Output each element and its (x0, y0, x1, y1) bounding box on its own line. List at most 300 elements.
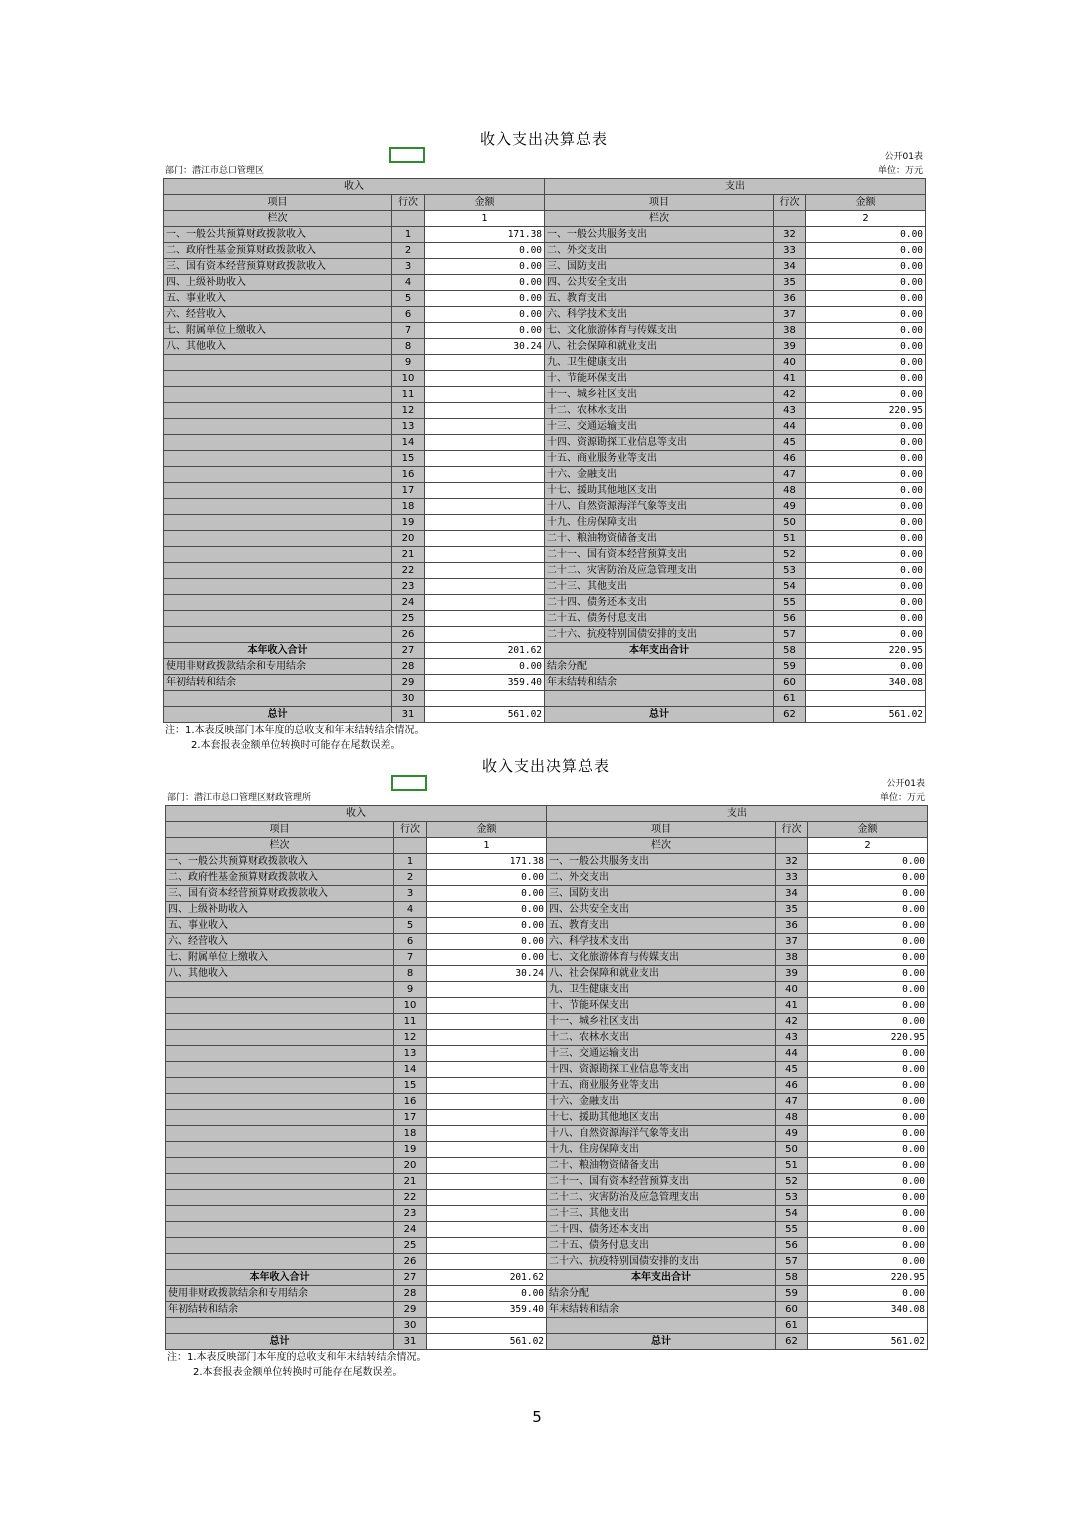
expense-amount[interactable]: 0.00 (808, 1222, 928, 1238)
income-amount[interactable] (427, 1174, 547, 1190)
income-item[interactable] (164, 467, 392, 483)
income-line-no[interactable]: 8 (392, 339, 425, 355)
income-item[interactable] (164, 563, 392, 579)
income-line-no[interactable]: 7 (394, 950, 427, 966)
income-amount[interactable] (427, 1238, 547, 1254)
expense-item[interactable]: 十三、交通运输支出 (545, 419, 774, 435)
income-line-no[interactable]: 12 (394, 1030, 427, 1046)
income-amount[interactable] (427, 1094, 547, 1110)
expense-amount[interactable]: 0.00 (806, 387, 926, 403)
expense-line-no[interactable]: 33 (776, 870, 808, 886)
income-line-no[interactable]: 25 (392, 611, 425, 627)
income-item[interactable] (166, 998, 394, 1014)
expense-item[interactable]: 二十四、债务还本支出 (547, 1222, 776, 1238)
expense-item[interactable]: 十八、自然资源海洋气象等支出 (547, 1126, 776, 1142)
expense-item[interactable]: 十九、住房保障支出 (545, 515, 774, 531)
expense-line-no[interactable]: 48 (776, 1110, 808, 1126)
expense-item[interactable]: 十八、自然资源海洋气象等支出 (545, 499, 774, 515)
expense-item[interactable]: 二十三、其他支出 (545, 579, 774, 595)
income-amount[interactable]: 0.00 (425, 243, 545, 259)
expense-line-no[interactable]: 42 (776, 1014, 808, 1030)
income-amount[interactable] (427, 1254, 547, 1270)
income-item[interactable] (164, 371, 392, 387)
income-amount[interactable]: 0.00 (425, 307, 545, 323)
income-amount[interactable]: 171.38 (427, 854, 547, 870)
income-line-no[interactable]: 13 (392, 419, 425, 435)
expense-item[interactable]: 十五、商业服务业等支出 (547, 1078, 776, 1094)
income-item[interactable] (166, 1206, 394, 1222)
income-line-no[interactable]: 18 (392, 499, 425, 515)
income-line-no[interactable]: 13 (394, 1046, 427, 1062)
income-line-no[interactable]: 26 (392, 627, 425, 643)
income-item[interactable] (164, 595, 392, 611)
expense-amount[interactable]: 0.00 (808, 1254, 928, 1270)
expense-amount[interactable]: 0.00 (808, 998, 928, 1014)
income-amount[interactable]: 30.24 (427, 966, 547, 982)
income-line-no[interactable]: 18 (394, 1126, 427, 1142)
income-line-no[interactable]: 19 (394, 1142, 427, 1158)
expense-line-no[interactable]: 34 (776, 886, 808, 902)
expense-amount[interactable]: 561.02 (808, 1334, 928, 1350)
expense-line-no[interactable]: 42 (774, 387, 806, 403)
expense-item[interactable]: 年末结转和结余 (547, 1302, 776, 1318)
expense-item[interactable]: 四、公共安全支出 (545, 275, 774, 291)
expense-amount[interactable]: 0.00 (806, 435, 926, 451)
income-item[interactable] (166, 1174, 394, 1190)
expense-item[interactable]: 十六、金融支出 (545, 467, 774, 483)
expense-amount[interactable]: 220.95 (808, 1270, 928, 1286)
income-item[interactable]: 八、其他收入 (164, 339, 392, 355)
expense-item[interactable]: 十四、资源勘探工业信息等支出 (545, 435, 774, 451)
income-line-no[interactable]: 23 (394, 1206, 427, 1222)
expense-item[interactable]: 五、教育支出 (547, 918, 776, 934)
income-amount[interactable] (427, 1062, 547, 1078)
expense-item[interactable]: 十三、交通运输支出 (547, 1046, 776, 1062)
expense-amount[interactable] (806, 691, 926, 707)
income-line-no[interactable]: 11 (392, 387, 425, 403)
income-item[interactable] (164, 419, 392, 435)
income-amount[interactable] (425, 531, 545, 547)
income-amount[interactable]: 561.02 (427, 1334, 547, 1350)
expense-item[interactable]: 二十六、抗疫特别国债安排的支出 (545, 627, 774, 643)
expense-amount[interactable]: 0.00 (808, 1078, 928, 1094)
expense-amount[interactable]: 0.00 (806, 291, 926, 307)
income-line-no[interactable]: 10 (392, 371, 425, 387)
expense-line-no[interactable]: 50 (774, 515, 806, 531)
expense-item[interactable]: 四、公共安全支出 (547, 902, 776, 918)
expense-item[interactable]: 十五、商业服务业等支出 (545, 451, 774, 467)
income-item[interactable] (166, 1030, 394, 1046)
expense-item[interactable] (545, 691, 774, 707)
income-item[interactable]: 年初结转和结余 (166, 1302, 394, 1318)
income-amount[interactable] (427, 1158, 547, 1174)
expense-item[interactable]: 一、一般公共服务支出 (547, 854, 776, 870)
income-line-no[interactable]: 3 (394, 886, 427, 902)
expense-line-no[interactable]: 56 (774, 611, 806, 627)
income-item[interactable]: 五、事业收入 (164, 291, 392, 307)
expense-amount[interactable]: 0.00 (806, 339, 926, 355)
income-line-no[interactable]: 27 (394, 1270, 427, 1286)
income-amount[interactable] (427, 982, 547, 998)
income-item[interactable] (164, 435, 392, 451)
expense-item[interactable] (547, 1318, 776, 1334)
income-item[interactable]: 三、国有资本经营预算财政拨款收入 (166, 886, 394, 902)
income-item[interactable] (164, 355, 392, 371)
expense-item[interactable]: 结余分配 (545, 659, 774, 675)
income-item[interactable] (166, 1078, 394, 1094)
income-line-no[interactable]: 22 (394, 1190, 427, 1206)
expense-amount[interactable]: 0.00 (806, 243, 926, 259)
expense-line-no[interactable]: 59 (776, 1286, 808, 1302)
expense-line-no[interactable]: 41 (776, 998, 808, 1014)
income-item[interactable] (166, 1190, 394, 1206)
income-item[interactable]: 七、附属单位上缴收入 (164, 323, 392, 339)
expense-item[interactable]: 五、教育支出 (545, 291, 774, 307)
income-amount[interactable]: 0.00 (427, 886, 547, 902)
income-item[interactable] (166, 1046, 394, 1062)
expense-line-no[interactable]: 52 (774, 547, 806, 563)
income-amount[interactable] (427, 1126, 547, 1142)
income-line-no[interactable]: 8 (394, 966, 427, 982)
income-item[interactable]: 四、上级补助收入 (166, 902, 394, 918)
expense-amount[interactable]: 220.95 (806, 643, 926, 659)
income-line-no[interactable]: 20 (392, 531, 425, 547)
income-line-no[interactable]: 5 (394, 918, 427, 934)
income-amount[interactable]: 0.00 (425, 659, 545, 675)
expense-item[interactable]: 二、外交支出 (545, 243, 774, 259)
income-amount[interactable] (427, 1190, 547, 1206)
expense-line-no[interactable]: 49 (776, 1126, 808, 1142)
income-amount[interactable]: 0.00 (425, 291, 545, 307)
expense-item[interactable]: 十二、农林水支出 (547, 1030, 776, 1046)
expense-amount[interactable]: 0.00 (806, 451, 926, 467)
expense-item[interactable]: 三、国防支出 (547, 886, 776, 902)
income-item[interactable]: 年初结转和结余 (164, 675, 392, 691)
income-line-no[interactable]: 17 (392, 483, 425, 499)
income-line-no[interactable]: 3 (392, 259, 425, 275)
expense-line-no[interactable]: 38 (776, 950, 808, 966)
income-line-no[interactable]: 6 (392, 307, 425, 323)
expense-item[interactable]: 二十、粮油物资储备支出 (545, 531, 774, 547)
expense-amount[interactable]: 0.00 (808, 1126, 928, 1142)
income-line-no[interactable]: 2 (392, 243, 425, 259)
expense-item[interactable]: 十、节能环保支出 (545, 371, 774, 387)
expense-amount[interactable]: 0.00 (806, 467, 926, 483)
income-line-no[interactable]: 14 (394, 1062, 427, 1078)
income-amount[interactable]: 359.40 (425, 675, 545, 691)
expense-amount[interactable]: 0.00 (808, 886, 928, 902)
income-item[interactable] (164, 387, 392, 403)
income-line-no[interactable]: 9 (394, 982, 427, 998)
income-item[interactable]: 一、一般公共预算财政拨款收入 (166, 854, 394, 870)
income-item[interactable] (164, 515, 392, 531)
expense-line-no[interactable]: 61 (776, 1318, 808, 1334)
expense-line-no[interactable]: 32 (776, 854, 808, 870)
income-line-no[interactable]: 11 (394, 1014, 427, 1030)
expense-item[interactable]: 本年支出合计 (545, 643, 774, 659)
expense-amount[interactable]: 0.00 (808, 1110, 928, 1126)
income-item[interactable] (164, 691, 392, 707)
income-amount[interactable] (425, 627, 545, 643)
expense-amount[interactable]: 0.00 (806, 227, 926, 243)
expense-amount[interactable] (808, 1318, 928, 1334)
expense-line-no[interactable]: 35 (774, 275, 806, 291)
expense-item[interactable]: 十一、城乡社区支出 (547, 1014, 776, 1030)
income-line-no[interactable]: 10 (394, 998, 427, 1014)
expense-amount[interactable]: 0.00 (808, 950, 928, 966)
expense-item[interactable]: 十九、住房保障支出 (547, 1142, 776, 1158)
expense-line-no[interactable]: 58 (776, 1270, 808, 1286)
income-item[interactable]: 使用非财政拨款结余和专用结余 (166, 1286, 394, 1302)
expense-item[interactable]: 七、文化旅游体育与传媒支出 (545, 323, 774, 339)
expense-line-no[interactable]: 59 (774, 659, 806, 675)
income-item[interactable] (166, 1062, 394, 1078)
expense-line-no[interactable]: 54 (774, 579, 806, 595)
expense-line-no[interactable]: 57 (774, 627, 806, 643)
income-amount[interactable]: 0.00 (425, 323, 545, 339)
expense-line-no[interactable]: 46 (776, 1078, 808, 1094)
expense-line-no[interactable]: 61 (774, 691, 806, 707)
income-amount[interactable] (427, 1014, 547, 1030)
income-amount[interactable] (425, 435, 545, 451)
income-line-no[interactable]: 2 (394, 870, 427, 886)
expense-amount[interactable]: 0.00 (806, 531, 926, 547)
expense-item[interactable]: 九、卫生健康支出 (545, 355, 774, 371)
income-item[interactable] (164, 499, 392, 515)
expense-line-no[interactable]: 51 (774, 531, 806, 547)
expense-line-no[interactable]: 38 (774, 323, 806, 339)
income-amount[interactable]: 0.00 (427, 870, 547, 886)
expense-amount[interactable]: 0.00 (806, 515, 926, 531)
expense-line-no[interactable]: 51 (776, 1158, 808, 1174)
income-line-no[interactable]: 24 (394, 1222, 427, 1238)
expense-line-no[interactable]: 60 (776, 1302, 808, 1318)
expense-item[interactable]: 二十二、灾害防治及应急管理支出 (545, 563, 774, 579)
expense-amount[interactable]: 0.00 (806, 259, 926, 275)
income-line-no[interactable]: 28 (392, 659, 425, 675)
income-amount[interactable] (425, 579, 545, 595)
expense-line-no[interactable]: 47 (776, 1094, 808, 1110)
expense-item[interactable]: 二十、粮油物资储备支出 (547, 1158, 776, 1174)
income-line-no[interactable]: 31 (392, 707, 425, 723)
expense-line-no[interactable]: 58 (774, 643, 806, 659)
income-item[interactable] (166, 982, 394, 998)
expense-amount[interactable]: 0.00 (808, 1158, 928, 1174)
income-item[interactable]: 总计 (166, 1334, 394, 1350)
income-line-no[interactable]: 29 (392, 675, 425, 691)
income-item[interactable] (164, 483, 392, 499)
expense-item[interactable]: 二十一、国有资本经营预算支出 (547, 1174, 776, 1190)
expense-line-no[interactable]: 56 (776, 1238, 808, 1254)
expense-amount[interactable]: 0.00 (808, 1238, 928, 1254)
expense-line-no[interactable]: 62 (774, 707, 806, 723)
expense-line-no[interactable]: 54 (776, 1206, 808, 1222)
income-amount[interactable]: 359.40 (427, 1302, 547, 1318)
income-amount[interactable] (427, 998, 547, 1014)
expense-amount[interactable]: 0.00 (806, 579, 926, 595)
expense-item[interactable]: 十二、农林水支出 (545, 403, 774, 419)
income-line-no[interactable]: 4 (392, 275, 425, 291)
income-line-no[interactable]: 19 (392, 515, 425, 531)
expense-amount[interactable]: 220.95 (806, 403, 926, 419)
income-line-no[interactable]: 24 (392, 595, 425, 611)
expense-item[interactable]: 三、国防支出 (545, 259, 774, 275)
expense-line-no[interactable]: 43 (776, 1030, 808, 1046)
expense-amount[interactable]: 0.00 (808, 1094, 928, 1110)
income-item[interactable] (164, 579, 392, 595)
expense-line-no[interactable]: 55 (774, 595, 806, 611)
expense-line-no[interactable]: 34 (774, 259, 806, 275)
expense-line-no[interactable]: 49 (774, 499, 806, 515)
income-item[interactable]: 一、一般公共预算财政拨款收入 (164, 227, 392, 243)
expense-line-no[interactable]: 40 (774, 355, 806, 371)
income-amount[interactable] (427, 1046, 547, 1062)
expense-line-no[interactable]: 45 (776, 1062, 808, 1078)
income-item[interactable] (166, 1222, 394, 1238)
income-amount[interactable] (425, 483, 545, 499)
income-amount[interactable]: 0.00 (427, 918, 547, 934)
expense-item[interactable]: 二十五、债务付息支出 (547, 1238, 776, 1254)
expense-amount[interactable]: 0.00 (808, 1286, 928, 1302)
expense-item[interactable]: 十四、资源勘探工业信息等支出 (547, 1062, 776, 1078)
expense-line-no[interactable]: 40 (776, 982, 808, 998)
income-line-no[interactable]: 7 (392, 323, 425, 339)
income-amount[interactable]: 201.62 (427, 1270, 547, 1286)
income-item[interactable]: 总计 (164, 707, 392, 723)
income-line-no[interactable]: 22 (392, 563, 425, 579)
income-item[interactable]: 七、附属单位上缴收入 (166, 950, 394, 966)
income-amount[interactable]: 30.24 (425, 339, 545, 355)
income-line-no[interactable]: 29 (394, 1302, 427, 1318)
expense-item[interactable]: 六、科学技术支出 (545, 307, 774, 323)
income-line-no[interactable]: 15 (392, 451, 425, 467)
income-amount[interactable] (425, 547, 545, 563)
expense-line-no[interactable]: 47 (774, 467, 806, 483)
income-amount[interactable] (427, 1030, 547, 1046)
expense-item[interactable]: 十七、援助其他地区支出 (547, 1110, 776, 1126)
income-amount[interactable]: 0.00 (427, 902, 547, 918)
expense-line-no[interactable]: 41 (774, 371, 806, 387)
expense-amount[interactable]: 340.08 (808, 1302, 928, 1318)
expense-item[interactable]: 总计 (547, 1334, 776, 1350)
income-amount[interactable] (425, 515, 545, 531)
income-line-no[interactable]: 12 (392, 403, 425, 419)
expense-line-no[interactable]: 62 (776, 1334, 808, 1350)
income-amount[interactable] (425, 419, 545, 435)
income-item[interactable]: 五、事业收入 (166, 918, 394, 934)
expense-line-no[interactable]: 43 (774, 403, 806, 419)
expense-amount[interactable]: 0.00 (808, 918, 928, 934)
expense-amount[interactable]: 0.00 (806, 323, 926, 339)
income-amount[interactable] (425, 371, 545, 387)
income-item[interactable]: 本年收入合计 (164, 643, 392, 659)
expense-amount[interactable]: 0.00 (806, 547, 926, 563)
expense-amount[interactable]: 0.00 (806, 355, 926, 371)
income-line-no[interactable]: 17 (394, 1110, 427, 1126)
expense-amount[interactable]: 0.00 (806, 611, 926, 627)
income-line-no[interactable]: 21 (394, 1174, 427, 1190)
income-amount[interactable]: 561.02 (425, 707, 545, 723)
expense-line-no[interactable]: 52 (776, 1174, 808, 1190)
income-amount[interactable] (427, 1078, 547, 1094)
income-item[interactable] (164, 403, 392, 419)
expense-item[interactable]: 八、社会保障和就业支出 (547, 966, 776, 982)
expense-amount[interactable]: 0.00 (808, 1046, 928, 1062)
expense-amount[interactable]: 0.00 (808, 966, 928, 982)
expense-amount[interactable]: 0.00 (808, 1014, 928, 1030)
income-amount[interactable] (425, 691, 545, 707)
expense-amount[interactable]: 0.00 (808, 870, 928, 886)
income-item[interactable] (164, 531, 392, 547)
expense-item[interactable]: 十七、援助其他地区支出 (545, 483, 774, 499)
expense-line-no[interactable]: 53 (774, 563, 806, 579)
income-amount[interactable] (427, 1222, 547, 1238)
expense-amount[interactable]: 0.00 (806, 659, 926, 675)
income-amount[interactable]: 0.00 (427, 1286, 547, 1302)
expense-line-no[interactable]: 36 (774, 291, 806, 307)
expense-amount[interactable]: 220.95 (808, 1030, 928, 1046)
expense-item[interactable]: 二、外交支出 (547, 870, 776, 886)
expense-amount[interactable]: 0.00 (808, 934, 928, 950)
income-item[interactable] (166, 1254, 394, 1270)
income-line-no[interactable]: 1 (392, 227, 425, 243)
income-item[interactable]: 使用非财政拨款结余和专用结余 (164, 659, 392, 675)
income-item[interactable]: 八、其他收入 (166, 966, 394, 982)
expense-item[interactable]: 一、一般公共服务支出 (545, 227, 774, 243)
income-amount[interactable] (425, 499, 545, 515)
income-line-no[interactable]: 25 (394, 1238, 427, 1254)
expense-item[interactable]: 年末结转和结余 (545, 675, 774, 691)
expense-line-no[interactable]: 37 (774, 307, 806, 323)
income-item[interactable] (164, 611, 392, 627)
income-line-no[interactable]: 28 (394, 1286, 427, 1302)
expense-amount[interactable]: 340.08 (806, 675, 926, 691)
expense-amount[interactable]: 0.00 (806, 419, 926, 435)
expense-item[interactable]: 十、节能环保支出 (547, 998, 776, 1014)
expense-line-no[interactable]: 37 (776, 934, 808, 950)
income-item[interactable] (164, 547, 392, 563)
expense-line-no[interactable]: 60 (774, 675, 806, 691)
income-amount[interactable] (425, 563, 545, 579)
expense-amount[interactable]: 0.00 (808, 1174, 928, 1190)
expense-line-no[interactable]: 39 (776, 966, 808, 982)
expense-line-no[interactable]: 39 (774, 339, 806, 355)
expense-item[interactable]: 二十一、国有资本经营预算支出 (545, 547, 774, 563)
expense-item[interactable]: 本年支出合计 (547, 1270, 776, 1286)
income-line-no[interactable]: 23 (392, 579, 425, 595)
income-amount[interactable] (425, 355, 545, 371)
income-item[interactable]: 四、上级补助收入 (164, 275, 392, 291)
expense-line-no[interactable]: 32 (774, 227, 806, 243)
expense-amount[interactable]: 561.02 (806, 707, 926, 723)
expense-amount[interactable]: 0.00 (808, 1190, 928, 1206)
income-item[interactable] (164, 451, 392, 467)
income-item[interactable] (166, 1094, 394, 1110)
expense-amount[interactable]: 0.00 (806, 483, 926, 499)
income-amount[interactable]: 171.38 (425, 227, 545, 243)
expense-amount[interactable]: 0.00 (808, 1142, 928, 1158)
income-line-no[interactable]: 27 (392, 643, 425, 659)
income-amount[interactable] (425, 387, 545, 403)
expense-amount[interactable]: 0.00 (808, 902, 928, 918)
income-line-no[interactable]: 6 (394, 934, 427, 950)
expense-line-no[interactable]: 53 (776, 1190, 808, 1206)
income-item[interactable] (166, 1110, 394, 1126)
expense-item[interactable]: 总计 (545, 707, 774, 723)
expense-item[interactable]: 十六、金融支出 (547, 1094, 776, 1110)
expense-item[interactable]: 二十五、债务付息支出 (545, 611, 774, 627)
expense-line-no[interactable]: 50 (776, 1142, 808, 1158)
